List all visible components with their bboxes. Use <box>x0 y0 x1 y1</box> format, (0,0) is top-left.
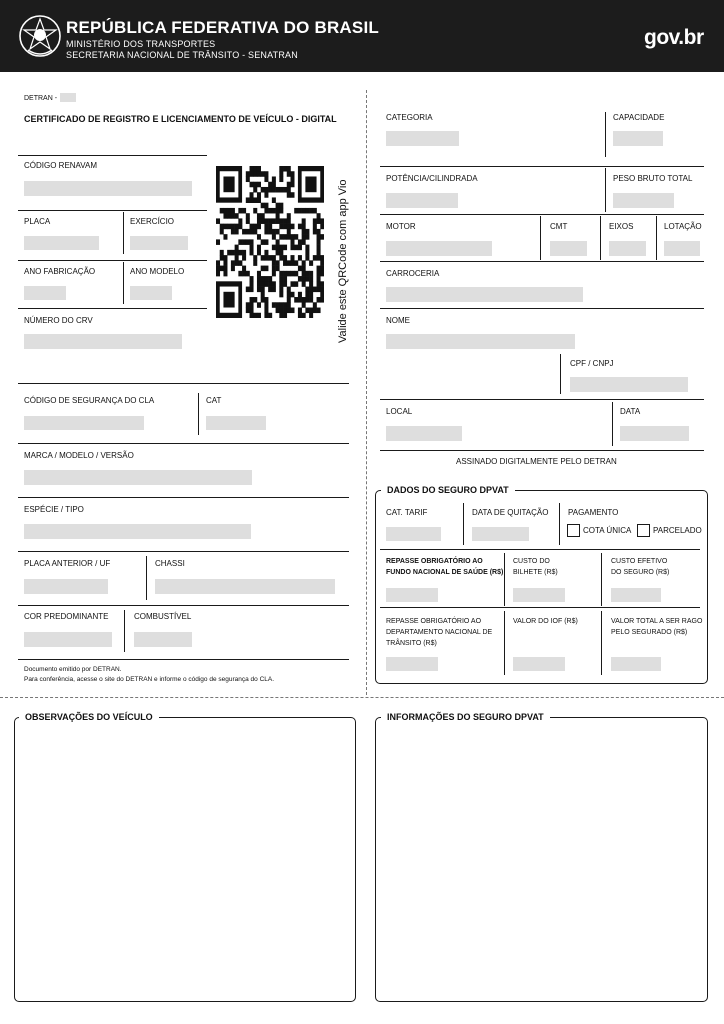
cmt-label: CMT <box>550 222 568 231</box>
peso-label: PESO BRUTO TOTAL <box>613 174 693 183</box>
local-value <box>386 426 462 441</box>
cota-unica-label: COTA ÚNICA <box>583 526 632 535</box>
repasse-transito-label-3: TRÂNSITO (R$) <box>386 640 437 647</box>
observacoes-panel <box>14 717 356 1002</box>
placa-value <box>24 236 99 250</box>
marca-label: MARCA / MODELO / VERSÃO <box>24 451 134 460</box>
valor-total-label-2: PELO SEGURADO (R$) <box>611 629 688 636</box>
motor-value <box>386 241 492 256</box>
potencia-value <box>386 193 458 208</box>
page-header <box>0 0 724 72</box>
repasse-transito-value <box>386 657 438 671</box>
codigo-seguranca-label: CÓDIGO DE SEGURANÇA DO CLA <box>24 396 155 405</box>
numero-crv-label: NÚMERO DO CRV <box>24 316 93 325</box>
capacidade-value <box>613 131 663 146</box>
carroceria-label: CARROCERIA <box>386 269 440 278</box>
nome-label: NOME <box>386 316 410 325</box>
eixos-label: EIXOS <box>609 222 634 231</box>
especie-label: ESPÉCIE / TIPO <box>24 505 84 514</box>
custo-bilhete-value <box>513 588 565 602</box>
data-quitacao-value <box>472 527 529 541</box>
especie-value <box>24 524 251 539</box>
valor-total-value <box>611 657 661 671</box>
chassi-value <box>155 579 335 594</box>
detran-value <box>60 93 76 102</box>
cor-value <box>24 632 112 647</box>
carroceria-value <box>386 287 583 302</box>
custo-efetivo-value <box>611 588 661 602</box>
cor-label: COR PREDOMINANTE <box>24 612 109 621</box>
codigo-seguranca-value <box>24 416 144 430</box>
header-ministry: MINISTÉRIO DOS TRANSPORTES <box>66 39 216 49</box>
signed-by-text: ASSINADO DIGITALMENTE PELO DETRAN <box>456 457 617 466</box>
placa-anterior-label: PLACA ANTERIOR / UF <box>24 559 111 568</box>
cat-value <box>206 416 266 430</box>
informacoes-title: INFORMAÇÕES DO SEGURO DPVAT <box>381 712 550 722</box>
custo-bilhete-label-2: BILHETE (R$) <box>513 569 558 576</box>
coat-of-arms-icon <box>18 14 62 58</box>
renavam-label: CÓDIGO RENAVAM <box>24 161 98 170</box>
data-value <box>620 426 689 441</box>
dpvat-panel <box>375 490 708 684</box>
header-title: REPÚBLICA FEDERATIVA DO BRASIL <box>66 18 379 37</box>
custo-efetivo-label-2: DO SEGURO (R$) <box>611 569 670 576</box>
parcelado-checkbox[interactable] <box>637 524 650 537</box>
repasse-saude-label-1: REPASSE OBRIGATÓRIO AO <box>386 558 483 565</box>
pagamento-label: PAGAMENTO <box>568 508 619 517</box>
header-secretariat: SECRETARIA NACIONAL DE TRÂNSITO - SENATRAN <box>66 50 298 60</box>
qr-caption: Valide este QRCode com app Vio <box>337 179 349 343</box>
data-label: DATA <box>620 407 641 416</box>
ano-modelo-value <box>130 286 172 300</box>
lotacao-label: LOTAÇÃO <box>664 222 702 231</box>
govbr-logo: gov.br <box>644 26 704 49</box>
chassi-label: CHASSI <box>155 559 185 568</box>
categoria-label: CATEGORIA <box>386 113 433 122</box>
detran-label: DETRAN - <box>24 95 58 102</box>
eixos-value <box>609 241 646 256</box>
horizontal-separator <box>0 697 724 698</box>
ano-modelo-label: ANO MODELO <box>130 267 185 276</box>
ano-fabricacao-label: ANO FABRICAÇÃO <box>24 267 96 276</box>
cpf-label: CPF / CNPJ <box>570 359 614 368</box>
valor-total-label-1: VALOR TOTAL A SER RAGO <box>611 618 703 625</box>
nome-value <box>386 334 575 349</box>
categoria-value <box>386 131 459 146</box>
document-title: CERTIFICADO DE REGISTRO E LICENCIAMENTO DE VEÍCULO - DIGITAL <box>24 114 337 124</box>
footer-note-2: Para conferência, acesse o site do DETRAN e informe o código de segurança do CLA. <box>24 676 275 683</box>
placa-anterior-value <box>24 579 108 594</box>
marca-value <box>24 470 252 485</box>
motor-label: MOTOR <box>386 222 416 231</box>
informacoes-panel <box>375 717 708 1002</box>
capacidade-label: CAPACIDADE <box>613 113 665 122</box>
combustivel-label: COMBUSTÍVEL <box>134 612 192 621</box>
peso-value <box>613 193 674 208</box>
cat-tarif-label: CAT. TARIF <box>386 508 428 517</box>
placa-label: PLACA <box>24 217 51 226</box>
dpvat-title: DADOS DO SEGURO DPVAT <box>381 485 515 495</box>
cpf-value <box>570 377 688 392</box>
valor-iof-value <box>513 657 565 671</box>
numero-crv-value <box>24 334 182 349</box>
renavam-value <box>24 181 192 196</box>
cota-unica-checkbox[interactable] <box>567 524 580 537</box>
custo-bilhete-label-1: CUSTO DO <box>513 558 550 565</box>
parcelado-label: PARCELADO <box>653 526 702 535</box>
local-label: LOCAL <box>386 407 413 416</box>
lotacao-value <box>664 241 700 256</box>
repasse-saude-label-2: FUNDO NACIONAL DE SAÚDE (R$) <box>386 569 504 576</box>
data-quitacao-label: DATA DE QUITAÇÃO <box>472 508 549 517</box>
cat-label: CAT <box>206 396 222 405</box>
cmt-value <box>550 241 587 256</box>
exercicio-label: EXERCÍCIO <box>130 217 175 226</box>
repasse-transito-label-2: DEPARTAMENTO NACIONAL DE <box>386 629 493 636</box>
ano-fabricacao-value <box>24 286 66 300</box>
valor-iof-label: VALOR DO IOF (R$) <box>513 618 578 625</box>
combustivel-value <box>134 632 192 647</box>
exercicio-value <box>130 236 188 250</box>
repasse-transito-label-1: REPASSE OBRIGATÓRIO AO <box>386 618 482 625</box>
repasse-saude-value <box>386 588 438 602</box>
vertical-separator <box>366 90 367 695</box>
footer-note-1: Documento emitido por DETRAN. <box>24 666 122 673</box>
cat-tarif-value <box>386 527 441 541</box>
qr-code <box>216 166 324 318</box>
observacoes-title: OBSERVAÇÕES DO VEÍCULO <box>19 712 159 722</box>
custo-efetivo-label-1: CUSTO EFETIVO <box>611 558 668 565</box>
potencia-label: POTÊNCIA/CILINDRADA <box>386 174 478 183</box>
